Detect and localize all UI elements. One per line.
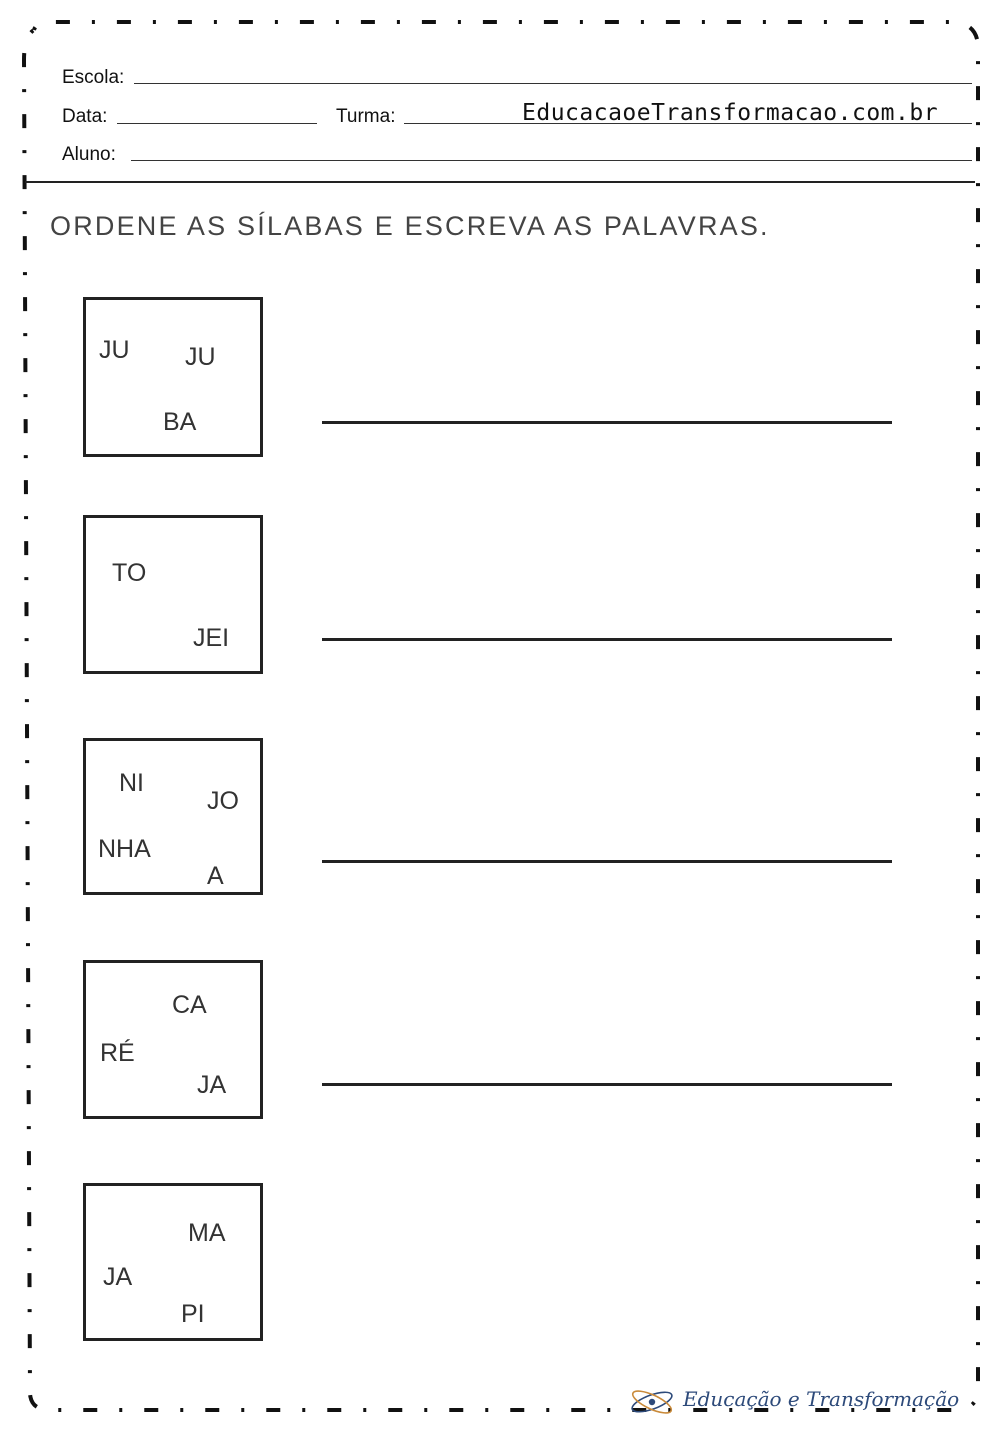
answer-line[interactable] (322, 638, 892, 641)
syllable: JA (103, 1263, 133, 1291)
class-label: Turma: (336, 106, 396, 127)
syllable: JA (197, 1071, 227, 1099)
instruction-heading: ORDENE AS SÍLABAS E ESCREVA AS PALAVRAS. (50, 211, 770, 241)
website-watermark: EducacaoeTransformacao.com.br (522, 100, 939, 126)
syllable-box (83, 1183, 263, 1341)
syllable: NI (119, 769, 144, 797)
syllable-box (83, 515, 263, 674)
syllable: TO (112, 559, 147, 587)
syllable-box (83, 960, 263, 1119)
date-label: Data: (62, 106, 108, 127)
student-label: Aluno: (62, 144, 116, 165)
school-label: Escola: (62, 67, 125, 88)
answer-line[interactable] (322, 1083, 892, 1086)
footer-brand: Educação e Transformação (683, 1387, 960, 1411)
syllable: PI (181, 1300, 205, 1328)
syllable: JU (99, 336, 130, 364)
atom-orbit-icon (628, 1384, 678, 1420)
student-field-line[interactable] (131, 160, 972, 161)
date-field-line[interactable] (117, 123, 317, 124)
syllable: A (207, 862, 224, 890)
syllable: RÉ (100, 1039, 135, 1067)
syllable-box (83, 297, 263, 457)
syllable: MA (188, 1219, 226, 1247)
answer-line[interactable] (322, 860, 892, 863)
syllable: JO (207, 787, 239, 815)
syllable: JU (185, 343, 216, 371)
header-divider (25, 181, 975, 183)
syllable: JEI (193, 624, 230, 652)
syllable-box (83, 738, 263, 895)
syllable: BA (163, 408, 197, 436)
answer-line[interactable] (322, 421, 892, 424)
syllable: NHA (98, 835, 151, 863)
school-field-line[interactable] (134, 83, 972, 84)
syllable: CA (172, 991, 207, 1019)
